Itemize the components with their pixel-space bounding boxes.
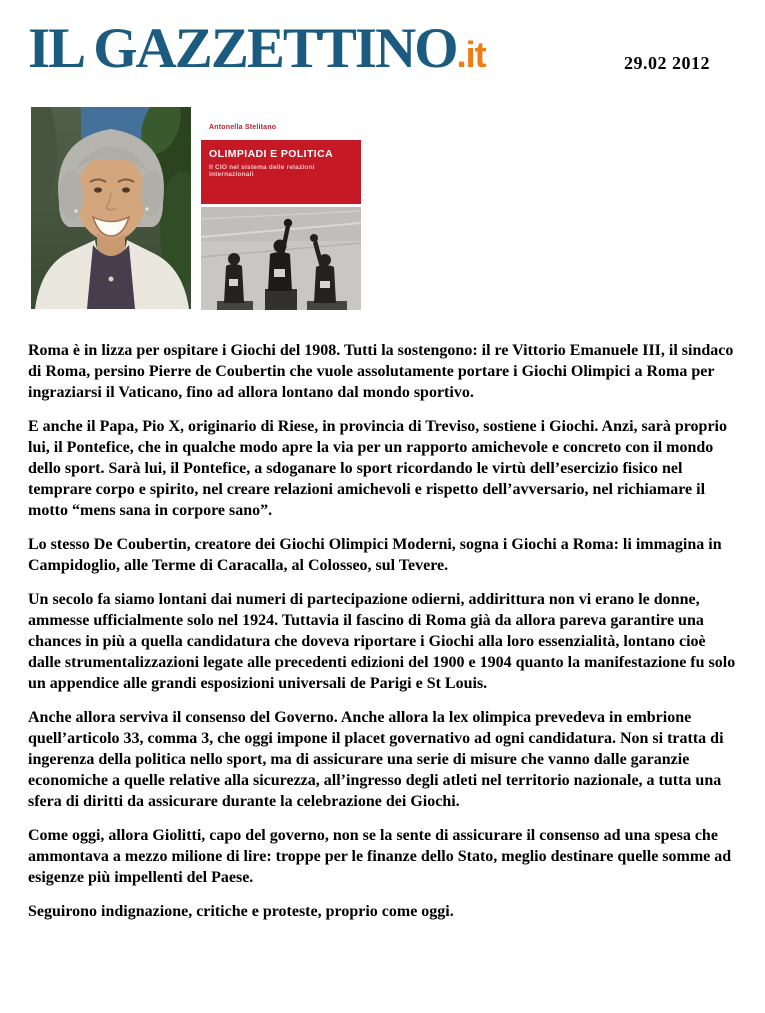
book-cover (201, 110, 361, 310)
gazzettino-logo[interactable] (28, 17, 486, 80)
podium-illustration (201, 207, 361, 310)
paragraph-2: E anche il Papa, Pio X, originario di Riese, in provincia di Treviso, sostiene i Giochi. Anzi, sarà proprio lui, il Pontefice, che in qualche modo apre la via per un rapporto amichevole e concreto con il mondo dello sport. Sarà lui, il Pontefice, a sdoganare lo sport ricordando le virtù dell’esercizio fisico nel temprare corpo e spirito, nel creare relazioni amichevoli e rispetto dell’avversario, nel richiamare il motto “mens sana in corpore sano”. (28, 418, 727, 519)
author-portrait-photo (31, 107, 191, 309)
logo-suffix-text: .it (456, 34, 486, 75)
book-subtitle: Il CIO nel sistema delle relazioni internazionali (209, 164, 315, 178)
masthead (0, 0, 765, 88)
paragraph-5: Anche allora serviva il consenso del Governo. Anche allora la lex olimpica prevedeva in embrione quell’articolo 33, comma 3, che oggi impone il placet governativo ad ogni candidatura. Non si tratta di ingerenza della politica nello sport, ma di assicurare una serie di misure che vanno dalle garanzie economiche a quelle relative alla sicurezza, all’ingresso degli atleti nel territorio nazionale, a tutta una sfera di diritti da assicurare durante la celebrazione dei Giochi. (28, 709, 724, 810)
podium-salute-photo (201, 207, 361, 310)
portrait-illustration (31, 107, 191, 309)
logo-text: IL GAZZETTINO (28, 17, 457, 80)
paragraph-1: Roma è in lizza per ospitare i Giochi del 1908. Tutti la sostengono: il re Vittorio Emanuele III, il sindaco di Roma, persino Pierre de Coubertin che vuole assolutamente portare i Giochi Olimpici a Roma per ingraziarsi il Vaticano, fino ad allora lontano dal mondo sportivo. (28, 342, 734, 401)
book-title: OLIMPIADI E POLITICA (209, 148, 334, 160)
paragraph-3: Lo stesso De Coubertin, creatore dei Giochi Olimpici Moderni, sogna i Giochi a Roma: li immagina in Campidoglio, alle Terme di Caracalla, al Colosseo, sul Tevere. (28, 536, 722, 574)
paragraph-7: Seguirono indignazione, critiche e proteste, proprio come oggi. (28, 903, 454, 920)
media-row (31, 107, 765, 310)
article-body (28, 340, 737, 922)
publication-date: 29.02 2012 (624, 53, 710, 73)
paragraph-4: Un secolo fa siamo lontani dai numeri di partecipazione odierni, addirittura non vi erano le donne, ammesse ufficialmente solo nel 1924. Tuttavia il fascino di Roma già da allora pareva garantire una chances in più a quella candidatura che doveva riportare i Giochi alla loro essenzialità, lontano cioè dalle strumentalizzazioni legate alle precedenti edizioni del 1900 e 1904 quanto la manifestazione fu solo un appendice alle grandi esposizioni universali de Parigi e St Louis. (28, 591, 736, 692)
book-title-band (201, 140, 361, 204)
paragraph-6: Come oggi, allora Giolitti, capo del governo, non se la sente di assicurare il consenso ad una spesa che ammontava a mezzo milione di lire: troppe per le finanze dello Stato, meglio destinare quelle somme ad esigenze più impellenti del Paese. (28, 827, 732, 886)
book-author: Antonella Stelitano (209, 124, 277, 131)
